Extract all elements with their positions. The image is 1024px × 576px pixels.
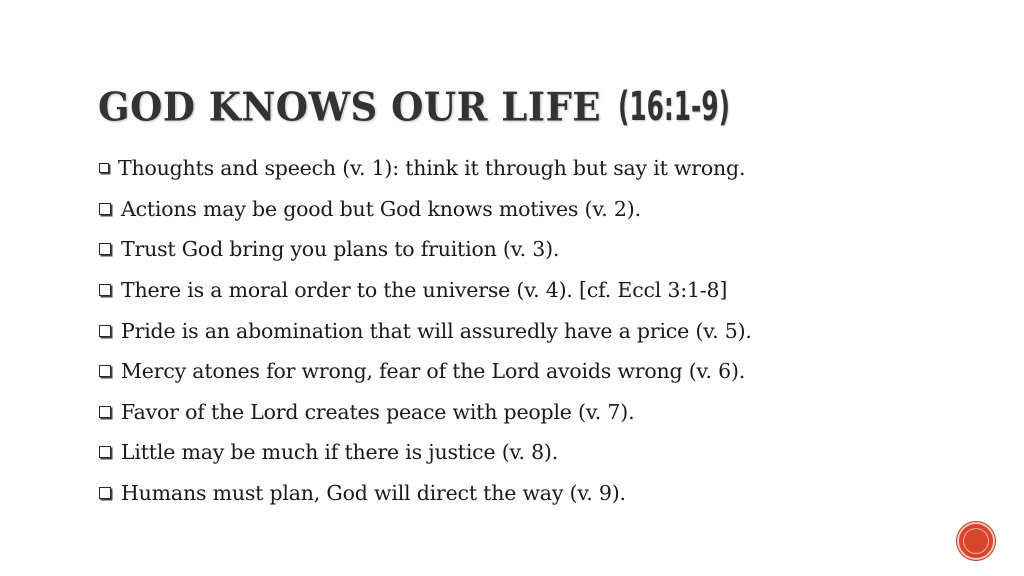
checkbox-square-icon	[99, 406, 111, 418]
bullet-text: Trust God bring you plans to fruition (v. 3).	[121, 237, 560, 262]
bullet-item	[99, 432, 752, 473]
bullet-text: Actions may be good but God knows motives (v. 2).	[121, 196, 641, 221]
checkbox-square-icon	[99, 243, 111, 255]
badge-ring	[963, 528, 989, 554]
checkbox-square-icon	[99, 163, 109, 173]
bullet-text: Little may be much if there is justice (v. 8).	[121, 440, 559, 465]
bullet-item	[99, 229, 752, 270]
checkbox-square-icon	[99, 325, 111, 337]
checkbox-square-icon	[99, 365, 111, 377]
bullet-item	[99, 270, 752, 311]
bullet-item	[99, 392, 752, 433]
slide-title	[98, 80, 799, 136]
bullet-item	[99, 351, 752, 392]
title-main: GOD KNOWS OUR LIFE	[98, 83, 602, 131]
checkbox-square-icon	[99, 284, 111, 296]
checkbox-square-icon	[99, 203, 111, 215]
bullet-list	[99, 148, 752, 513]
bullet-text: Thoughts and speech (v. 1): think it through but say it wrong.	[118, 156, 746, 181]
bullet-item	[99, 148, 752, 189]
bullet-item	[99, 310, 752, 351]
checkbox-square-icon	[99, 487, 111, 499]
slide-number-badge	[957, 522, 995, 560]
bullet-item	[99, 473, 752, 514]
title-reference: (16:1-9)	[618, 84, 731, 130]
bullet-text: Favor of the Lord creates peace with people (v. 7).	[121, 399, 635, 424]
checkbox-square-icon	[99, 446, 111, 458]
bullet-text: Mercy atones for wrong, fear of the Lord avoids wrong (v. 6).	[121, 359, 746, 384]
bullet-text: There is a moral order to the universe (v. 4). [cf. Eccl 3:1-8]	[121, 278, 728, 303]
bullet-text: Pride is an abomination that will assuredly have a price (v. 5).	[121, 318, 752, 343]
bullet-text: Humans must plan, God will direct the way (v. 9).	[121, 481, 626, 506]
bullet-item	[99, 189, 752, 230]
